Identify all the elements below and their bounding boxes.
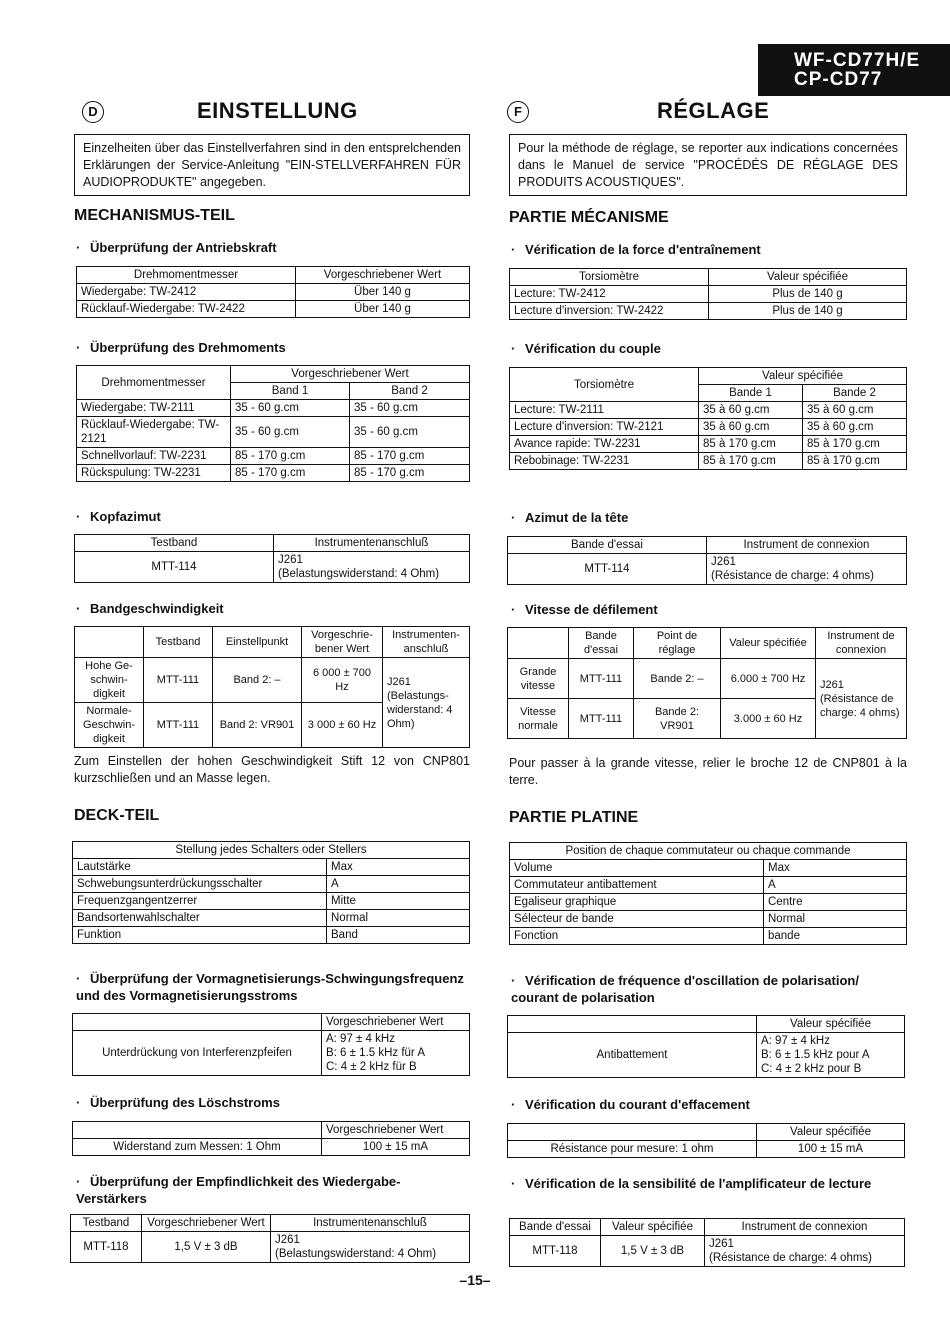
table-cell: Funktion [73,927,327,944]
table-cell: A: 97 ± 4 kHz B: 6 ± 1.5 kHz pour A C: 4 ± 2 kHz pour B [757,1033,905,1078]
table-cell: Frequenzgangentzerrer [73,893,327,910]
table-row [510,911,907,928]
table-cell: Normale-Geschwin-digkeit [75,703,144,748]
erase-table-fr [507,1123,905,1158]
subtitle-drive-fr: · Vérification de la force d'entraînement [511,242,761,257]
sensitivity-table-fr [509,1218,905,1267]
table-cell: Torsiomètre [510,368,699,402]
subtitle-bias-fr: · Vérification de fréquence d'oscillation de polarisation/ courant de polarisation [511,973,859,1005]
table-cell: Testband [75,535,274,552]
table-cell [73,1014,322,1031]
table-cell: Valeur spécifiée [757,1016,905,1033]
table-cell: 85 à 170 g.cm [803,436,907,453]
table-row [73,876,470,893]
table-cell: 35 à 60 g.cm [699,402,803,419]
table-cell: Sélecteur de bande [510,911,764,928]
table-cell: Torsiomètre [510,269,709,286]
bias-table-fr [507,1015,905,1078]
table-cell: J261 (Belastungswiderstand: 4 Ohm) [274,552,470,583]
table-row [510,436,907,453]
table-cell: Antibattement [508,1033,757,1078]
deck-table-de [72,841,470,944]
table-cell: J261 (Belastungswiderstand: 4 Ohm) [271,1232,470,1263]
table-cell: Lecture: TW-2111 [510,402,699,419]
speed-table-fr [507,627,907,739]
sensitivity-table-de [70,1214,470,1263]
deck-table-fr [509,842,907,945]
model-label [758,44,950,96]
table-cell: Band 2: VR901 [213,703,302,748]
table-row [75,552,470,583]
table-cell: Bande d'essai [510,1219,601,1236]
table-cell: 35 à 60 g.cm [803,419,907,436]
intro-box-fr: Pour la méthode de réglage, se reporter aux indications concernées dans le Manuel de service "PROCÉDÉS DE RÉGLAGE DES PRODUITS ACOUSTIQUES". [509,134,907,196]
table-cell [508,628,569,659]
table-cell: Instrumentenanschluß [274,535,470,552]
azimuth-table-de [74,534,470,583]
table-cell: MTT-114 [75,552,274,583]
table-cell: Lecture d'inversion: TW-2422 [510,303,709,320]
table-cell: 100 ± 15 mA [757,1141,905,1158]
table-cell: Mitte [327,893,470,910]
table-cell: Grande vitesse [508,659,569,699]
table-cell: Instrument de connexion [705,1219,905,1236]
table-cell: Bande 2: VR901 [634,699,721,739]
table-row [73,910,470,927]
table-cell: MTT-111 [569,659,634,699]
table-cell: 1,5 V ± 3 dB [142,1232,271,1263]
table-cell: 85 à 170 g.cm [699,436,803,453]
table-row [508,1141,905,1158]
table-cell: 85 - 170 g.cm [231,465,350,482]
table-cell: Max [327,859,470,876]
table-row [510,877,907,894]
speed-note-fr: Pour passer à la grande vitesse, relier le broche 12 de CNP801 à la terre. [509,756,907,787]
speed-table-de [74,626,470,748]
table-row [510,894,907,911]
table-cell: 85 - 170 g.cm [350,448,470,465]
table-cell [75,627,144,658]
table-cell: Vitesse normale [508,699,569,739]
table-cell: Bandsortenwahlschalter [73,910,327,927]
table-cell: A: 97 ± 4 kHz B: 6 ± 1.5 kHz für A C: 4 ± 2 kHz für B [322,1031,470,1076]
subtitle-azimuth-de: · Kopfazimut [76,509,161,524]
table-row [510,402,907,419]
table-row [77,417,470,448]
table-row [77,400,470,417]
section-title-mechanism-de: MECHANISMUS-TEIL [74,207,235,224]
table-cell: Instrumenten-anschluß [383,627,470,658]
table-cell: Band 2 [350,383,470,400]
table-cell: Bande 1 [699,385,803,402]
table-row [508,1033,905,1078]
table-row [510,453,907,470]
azimuth-table-fr [507,536,907,585]
erase-table-de [72,1121,470,1156]
table-cell: 85 - 170 g.cm [231,448,350,465]
table-cell: 35 - 60 g.cm [350,417,470,448]
table-cell: 100 ± 15 mA [322,1139,470,1156]
table-cell: Valeur spécifiée [601,1219,705,1236]
table-cell: Schwebungsunterdrückungsschalter [73,876,327,893]
table-cell: Rückspulung: TW-2231 [77,465,231,482]
table-cell: Egaliseur graphique [510,894,764,911]
table-cell: 85 - 170 g.cm [350,465,470,482]
table-cell: Testband [71,1215,142,1232]
table-cell: Schnellvorlauf: TW-2231 [77,448,231,465]
table-cell: Instrument de connexion [816,628,907,659]
table-cell: Vorgeschriebener Wert [296,267,470,284]
table-cell: Vorgeschriebener Wert [142,1215,271,1232]
table-cell: 85 à 170 g.cm [803,453,907,470]
table-cell: Position de chaque commutateur ou chaque commande [510,843,907,860]
model-line-1: WF-CD77H/E [794,50,921,71]
table-cell: Avance rapide: TW-2231 [510,436,699,453]
table-cell: Commutateur antibattement [510,877,764,894]
table-cell: J261 (Résistance de charge: 4 ohms) [816,659,907,739]
table-cell: bande [764,928,907,945]
table-cell: Hohe Ge-schwin-digkeit [75,658,144,703]
table-cell: Vorgeschriebener Wert [322,1122,470,1139]
table-cell [508,1016,757,1033]
table-cell: Valeur spécifiée [721,628,816,659]
table-cell: MTT-111 [569,699,634,739]
table-cell: Valeur spécifiée [757,1124,905,1141]
table-cell: Instrument de connexion [707,537,907,554]
table-cell: 35 - 60 g.cm [231,400,350,417]
subtitle-speed-de: · Bandgeschwindigkeit [76,601,224,616]
table-cell: 3 000 ± 60 Hz [302,703,383,748]
table-cell: Band [327,927,470,944]
subtitle-torque-fr: · Vérification du couple [511,341,661,356]
table-cell: MTT-111 [144,658,213,703]
table-cell: A [764,877,907,894]
table-cell: Valeur spécifiée [699,368,907,385]
subtitle-erase-de: · Überprüfung des Löschstroms [76,1095,280,1110]
table-row [73,859,470,876]
table-cell: Wiedergabe: TW-2412 [77,284,296,301]
table-row [510,419,907,436]
table-row [77,465,470,482]
table-cell: J261 (Belastungs-widerstand: 4 Ohm) [383,658,470,748]
model-line-2: CP-CD77 [794,69,883,90]
table-cell: Rebobinage: TW-2231 [510,453,699,470]
table-cell: Plus de 140 g [709,286,907,303]
table-cell: 35 - 60 g.cm [231,417,350,448]
table-cell: Bande d'essai [508,537,707,554]
table-cell: 1,5 V ± 3 dB [601,1236,705,1267]
table-cell: Bande 2: – [634,659,721,699]
table-cell: 6 000 ± 700 Hz [302,658,383,703]
table-row [508,659,907,699]
table-cell: Rücklauf-Wiedergabe: TW-2422 [77,301,296,318]
subtitle-erase-fr: · Vérification du courant d'effacement [511,1097,750,1112]
table-row [510,860,907,877]
table-row [75,658,470,703]
table-cell: Über 140 g [296,284,470,301]
page-title-fr: RÉGLAGE [657,98,770,123]
table-cell: Résistance pour mesure: 1 ohm [508,1141,757,1158]
table-cell: J261 (Résistance de charge: 4 ohms) [707,554,907,585]
table-row [508,554,907,585]
table-row [73,927,470,944]
table-row [73,893,470,910]
table-cell: Lautstärke [73,859,327,876]
table-cell: Normal [327,910,470,927]
table-cell: Lecture d'inversion: TW-2121 [510,419,699,436]
subtitle-speed-fr: · Vitesse de défilement [511,602,658,617]
table-cell: Valeur spécifiée [709,269,907,286]
table-cell: Testband [144,627,213,658]
page-number: –15– [459,1272,491,1288]
table-row [77,284,470,301]
table-cell: MTT-118 [71,1232,142,1263]
subtitle-azimuth-fr: · Azimut de la tête [511,510,629,525]
table-cell: Plus de 140 g [709,303,907,320]
table-cell: MTT-114 [508,554,707,585]
table-cell: Point de réglage [634,628,721,659]
table-cell: 35 - 60 g.cm [350,400,470,417]
subtitle-drive-de: · Überprüfung der Antriebskraft [76,240,277,255]
table-cell: MTT-118 [510,1236,601,1267]
table-cell: Vorgeschriebener Wert [231,366,470,383]
table-cell: Wiedergabe: TW-2111 [77,400,231,417]
table-cell: Lecture: TW-2412 [510,286,709,303]
speed-note-de: Zum Einstellen der hohen Geschwindigkeit Stift 12 von CNP801 kurzschließen und an Masse legen. [74,754,470,785]
table-row [77,448,470,465]
table-cell: Fonction [510,928,764,945]
table-cell: 85 à 170 g.cm [699,453,803,470]
table-cell: Widerstand zum Messen: 1 Ohm [73,1139,322,1156]
table-cell: Einstellpunkt [213,627,302,658]
table-cell: Vorgeschrie-bener Wert [302,627,383,658]
table-cell: Über 140 g [296,301,470,318]
page-title-de: EINSTELLUNG [197,98,358,123]
table-cell [73,1122,322,1139]
table-cell: 3.000 ± 60 Hz [721,699,816,739]
table-row [510,286,907,303]
section-title-deck-fr: PARTIE PLATINE [509,809,639,826]
subtitle-bias-de: · Überprüfung der Vormagnetisierungs-Schwingungsfrequenz und des Vormagnetisierungsstroms [76,971,464,1003]
table-cell: Vorgeschriebener Wert [322,1014,470,1031]
drive-table-fr [509,268,907,320]
table-cell: MTT-111 [144,703,213,748]
table-cell: Normal [764,911,907,928]
table-cell: Band 2: – [213,658,302,703]
table-row [73,1139,470,1156]
table-cell: 35 à 60 g.cm [699,419,803,436]
table-cell: Drehmomentmesser [77,267,296,284]
drive-table-de [76,266,470,318]
table-cell: Instrumentenanschluß [271,1215,470,1232]
table-cell [508,1124,757,1141]
subtitle-sensitivity-de: · Überprüfung der Empfindlichkeit des Wiedergabe-Verstärkers [76,1174,401,1206]
table-row [71,1232,470,1263]
table-cell: A [327,876,470,893]
table-cell: Unterdrückung von Interferenzpfeifen [73,1031,322,1076]
table-cell: Bande d'essai [569,628,634,659]
table-cell: J261 (Résistance de charge: 4 ohms) [705,1236,905,1267]
table-cell: Rücklauf-Wiedergabe: TW-2121 [77,417,231,448]
subtitle-sensitivity-fr: · Vérification de la sensibilité de l'amplificateur de lecture [511,1176,872,1191]
language-circle-d: D [82,101,104,123]
language-circle-f: F [507,101,529,123]
table-cell: Max [764,860,907,877]
section-title-mechanism-fr: PARTIE MÉCANISME [509,209,669,226]
table-cell: 35 à 60 g.cm [803,402,907,419]
table-cell: Drehmomentmesser [77,366,231,400]
table-cell: Stellung jedes Schalters oder Stellers [73,842,470,859]
table-cell: Band 1 [231,383,350,400]
intro-box-de: Einzelheiten über das Einstellverfahren sind in den entsprelchenden Erklärungen der Service-Anleitung "EIN-STELLVERFAHREN FÜR AUDIOPRODUKTE" angegeben. [74,134,470,196]
table-cell: 6.000 ± 700 Hz [721,659,816,699]
table-cell: Centre [764,894,907,911]
table-cell: Volume [510,860,764,877]
table-row [77,301,470,318]
torque-table-de [76,365,470,482]
bias-table-de [72,1013,470,1076]
table-row [510,303,907,320]
table-row [510,1236,905,1267]
torque-table-fr [509,367,907,470]
table-cell: Bande 2 [803,385,907,402]
table-row [73,1031,470,1076]
section-title-deck-de: DECK-TEIL [74,807,160,824]
table-row [510,928,907,945]
subtitle-torque-de: · Überprüfung des Drehmoments [76,340,286,355]
